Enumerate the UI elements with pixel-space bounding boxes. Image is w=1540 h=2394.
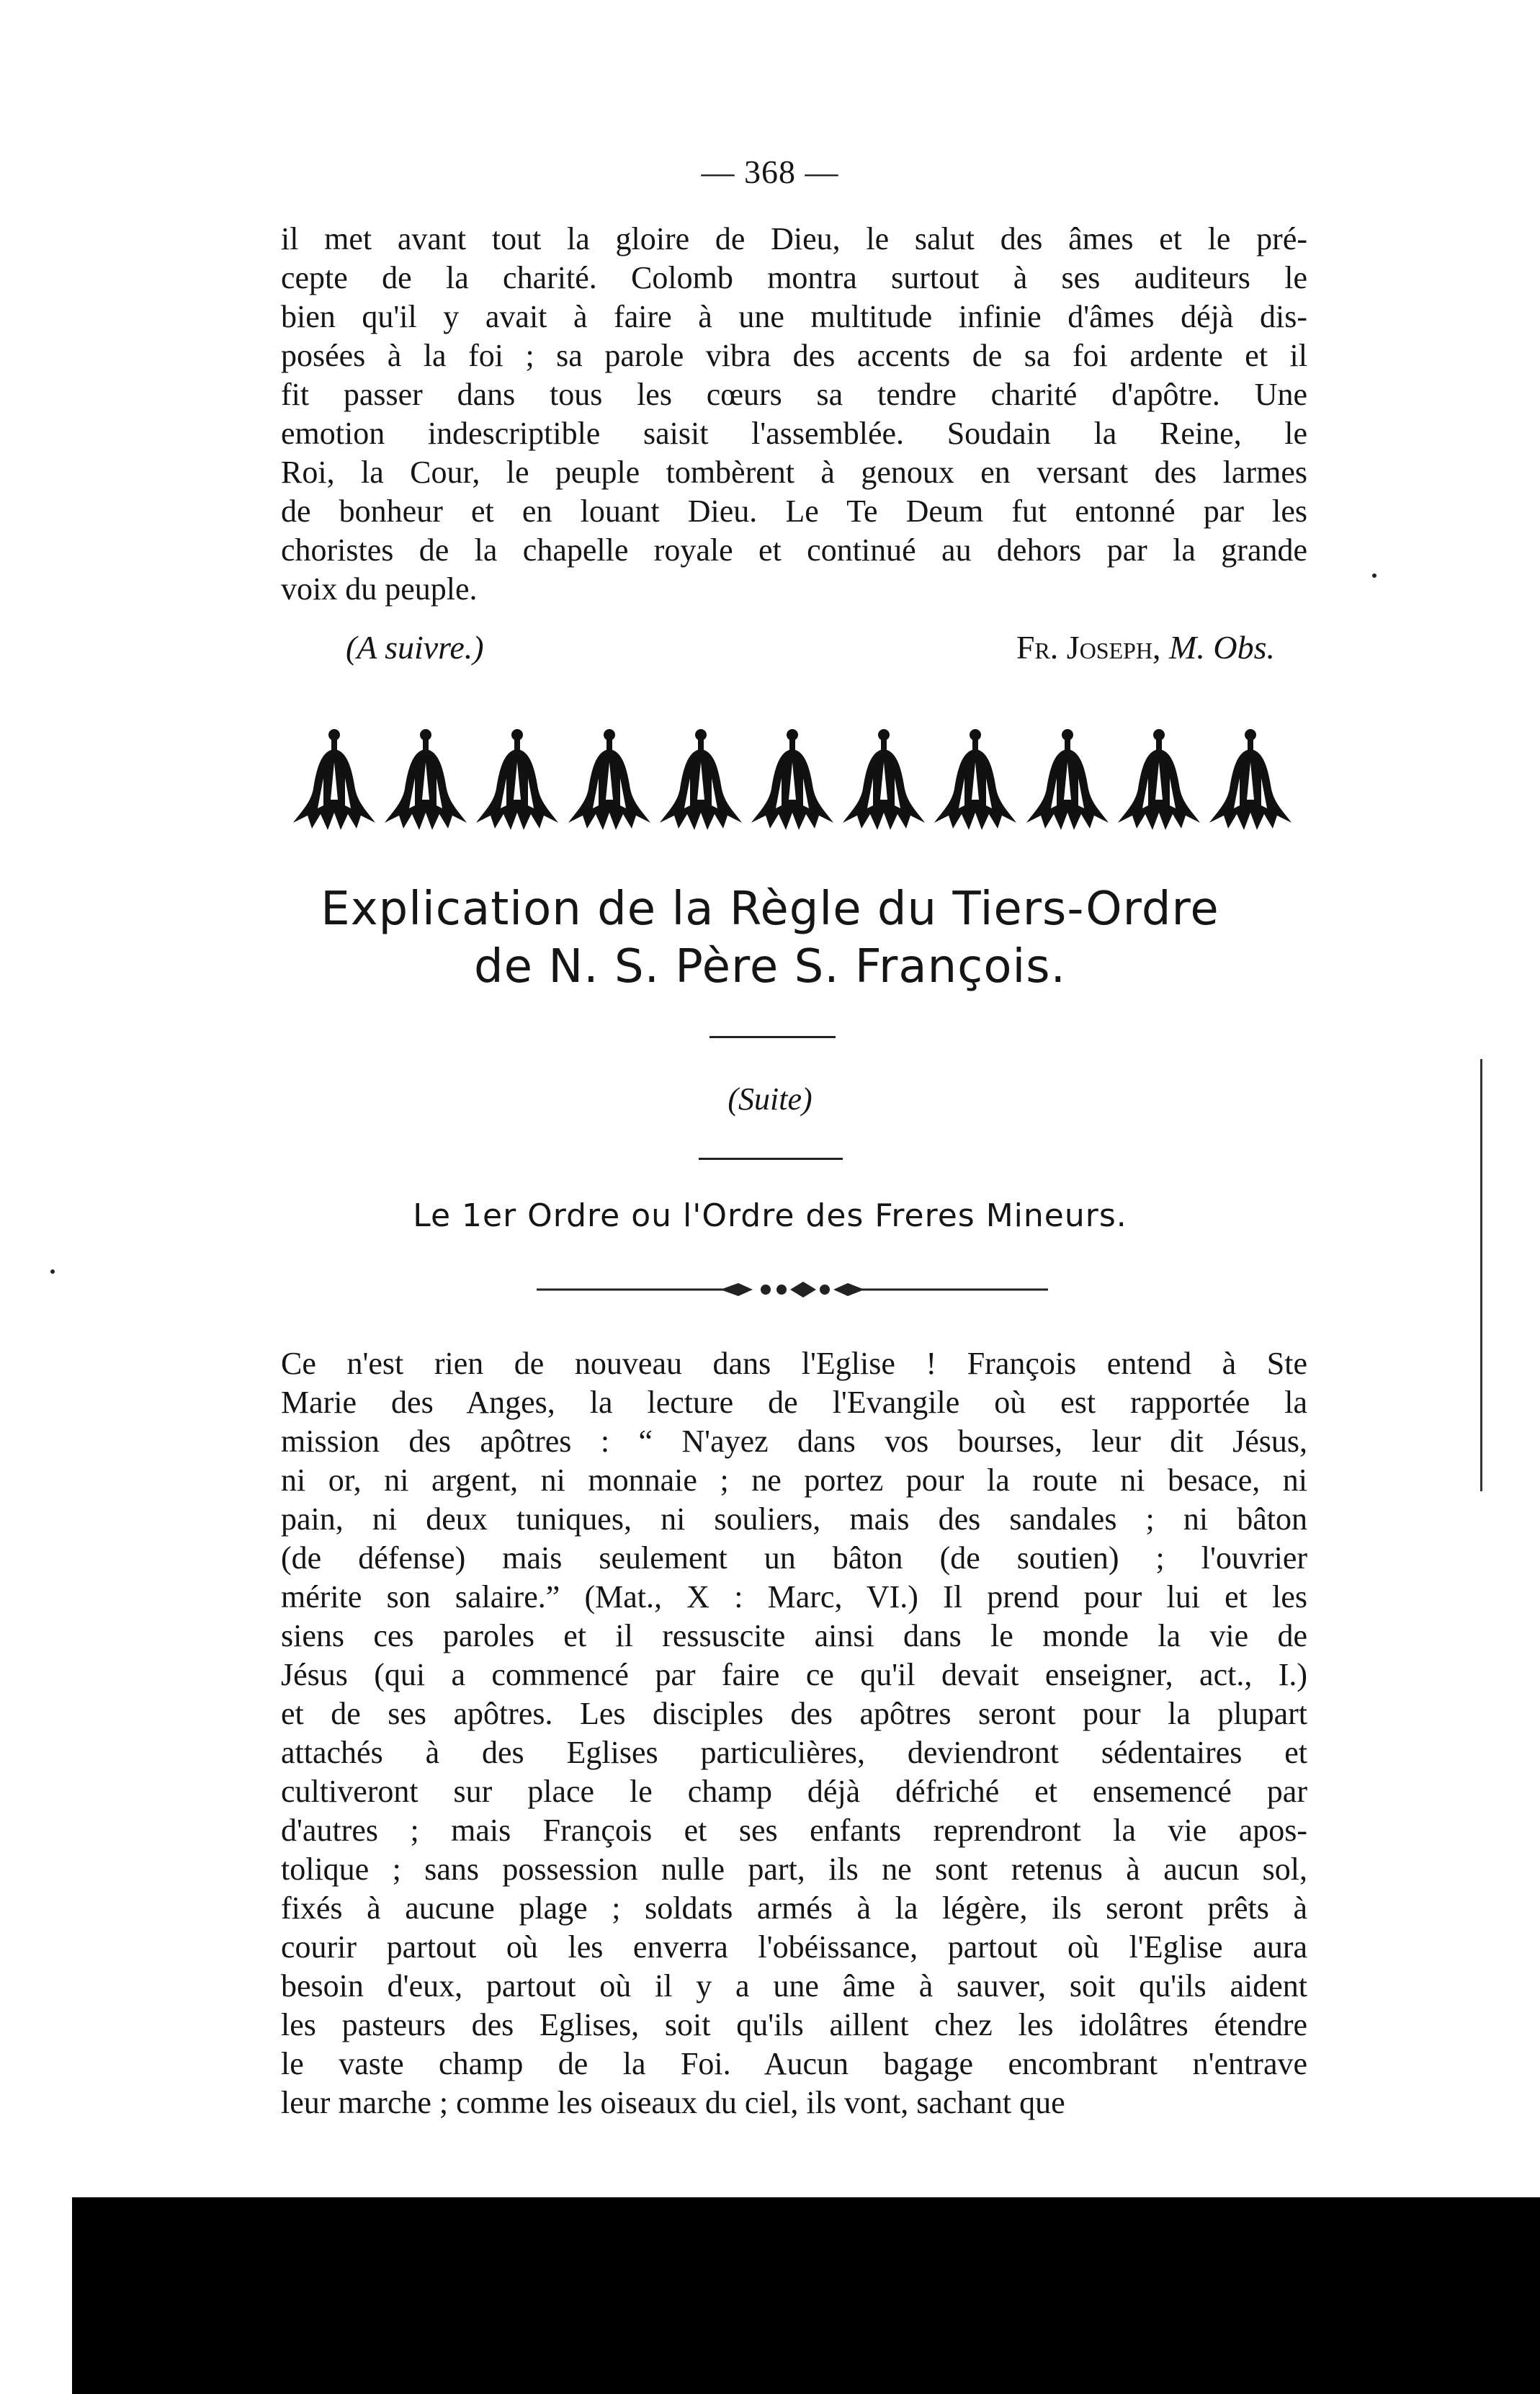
bell-flower-icon xyxy=(292,728,377,836)
text-line: fit passer dans tous les cœurs sa tendre charité d'apôtre. Une xyxy=(281,377,1307,412)
ornament-row xyxy=(292,728,1293,836)
text-line: Roi, la Cour, le peuple tombèrent à genoux en versant des larmes xyxy=(281,455,1307,490)
bell-flower-icon xyxy=(567,728,652,836)
text-line: bien qu'il y avait à faire à une multitude infinie d'âmes déjà dis- xyxy=(281,299,1307,334)
bell-flower-icon xyxy=(750,728,835,836)
paragraph-continuation xyxy=(281,220,1307,609)
text-line: courir partout où les enverra l'obéissance, partout où l'Eglise aura xyxy=(281,1929,1307,1965)
text-line: besoin d'eux, partout où il y a une âme à sauver, soit qu'ils aident xyxy=(281,1968,1307,2004)
text-line: siens ces paroles et il ressuscite ainsi dans le monde la vie de xyxy=(281,1618,1307,1653)
text-line: Jésus (qui a commencé par faire ce qu'il devait enseigner, act., I.) xyxy=(281,1657,1307,1692)
margin-line xyxy=(1480,1059,1482,1491)
text-line: Marie des Anges, la lecture de l'Evangile où est rapportée la xyxy=(281,1385,1307,1420)
bell-flower-icon xyxy=(1025,728,1110,836)
to-be-continued: (A suivre.) xyxy=(346,629,484,666)
bell-flower-icon xyxy=(475,728,560,836)
bell-flower-icon xyxy=(841,728,926,836)
bell-flower-icon xyxy=(383,728,468,836)
suite-label: (Suite) xyxy=(728,1081,812,1117)
text-line: leur marche ; comme les oiseaux du ciel, ils vont, sachant que xyxy=(281,2085,1065,2120)
text-line: (de défense) mais seulement un bâton (de soutien) ; l'ouvrier xyxy=(281,1540,1307,1576)
text-line: emotion indescriptible saisit l'assemblée. Soudain la Reine, le xyxy=(281,416,1307,451)
page-number: — 368 — xyxy=(701,153,839,190)
signature-row xyxy=(346,628,1275,666)
paragraph-explication xyxy=(281,1344,1307,2122)
article-title xyxy=(0,880,1540,996)
text-line: cultiveront sur place le champ déjà défriché et ensemencé par xyxy=(281,1774,1307,1809)
bell-flower-icon xyxy=(1116,728,1201,836)
divider-rule xyxy=(709,1036,836,1038)
text-line: le vaste champ de la Foi. Aucun bagage encombrant n'entrave xyxy=(281,2046,1307,2081)
section-heading: Le 1er Ordre ou l'Ordre des Freres Mineurs. xyxy=(413,1197,1127,1234)
article-title-line1: Explication de la Règle du Tiers-Ordre xyxy=(321,883,1219,936)
text-line: pain, ni deux tuniques, ni souliers, mais des sandales ; ni bâton xyxy=(281,1501,1307,1537)
text-line: d'autres ; mais François et ses enfants reprendront la vie apos- xyxy=(281,1813,1307,1848)
article-title-line2: de N. S. Père S. François. xyxy=(474,940,1066,993)
text-line: choristes de la chapelle royale et continué au dehors par la grande xyxy=(281,532,1307,568)
author-order: M. Obs. xyxy=(1169,629,1275,666)
text-line: les pasteurs des Eglises, soit qu'ils aillent chez les idolâtres étendre xyxy=(281,2007,1307,2042)
author-signature xyxy=(1016,628,1275,666)
author-name: Fr. Joseph, xyxy=(1016,629,1161,666)
margin-dot xyxy=(50,1269,55,1274)
text-line: et de ses apôtres. Les disciples des apôtres seront pour la plupart xyxy=(281,1696,1307,1731)
text-line: cepte de la charité. Colomb montra surtout à ses auditeurs le xyxy=(281,260,1307,295)
text-line: voix du peuple. xyxy=(281,571,478,607)
scan-border-bar xyxy=(72,2197,1540,2394)
text-line: il met avant tout la gloire de Dieu, le salut des âmes et le pré- xyxy=(281,221,1307,256)
bell-flower-icon xyxy=(658,728,743,836)
text-line: tolique ; sans possession nulle part, ils ne sont retenus à aucun sol, xyxy=(281,1852,1307,1887)
text-line: Ce n'est rien de nouveau dans l'Eglise ! François entend à Ste xyxy=(281,1346,1307,1381)
bell-flower-icon xyxy=(933,728,1018,836)
margin-dot xyxy=(1372,573,1376,578)
text-line: mérite son salaire.” (Mat., X : Marc, VI.) Il prend pour lui et les xyxy=(281,1579,1307,1614)
bell-flower-icon xyxy=(1208,728,1293,836)
text-line: de bonheur et en louant Dieu. Le Te Deum fut entonné par les xyxy=(281,493,1307,529)
text-line: posées à la foi ; sa parole vibra des accents de sa foi ardente et il xyxy=(281,338,1307,373)
divider-rule xyxy=(699,1158,843,1160)
text-line: fixés à aucune plage ; soldats armés à la légère, ils seront prêts à xyxy=(281,1890,1307,1926)
text-line: mission des apôtres : “ N'ayez dans vos bourses, leur dit Jésus, xyxy=(281,1424,1307,1459)
text-line: attachés à des Eglises particulières, deviendront sédentaires et xyxy=(281,1735,1307,1770)
fleuron-divider xyxy=(537,1279,1048,1300)
text-line: ni or, ni argent, ni monnaie ; ne portez pour la route ni besace, ni xyxy=(281,1462,1307,1498)
